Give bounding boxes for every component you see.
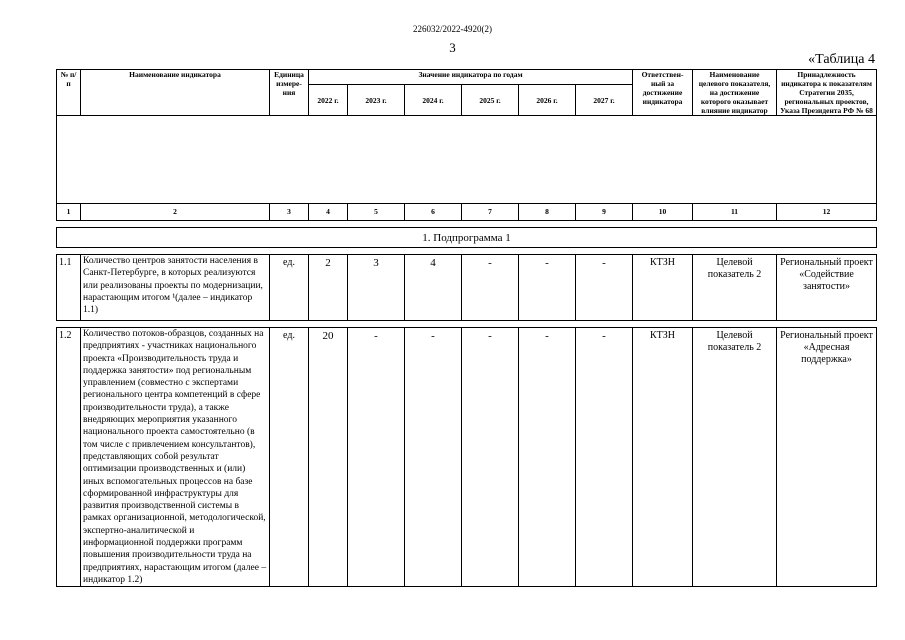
table-title: «Таблица 4 (808, 52, 875, 67)
table-row (57, 255, 877, 321)
column-number: 9 (576, 204, 633, 221)
belonging-cell: Региональный проект «Адресная поддержка» (777, 328, 877, 587)
value-2027: - (576, 328, 633, 587)
header-name: Наименование индикатора (81, 70, 270, 116)
row-number: 1.1 (57, 255, 81, 321)
header-num: № п/п (57, 70, 81, 116)
value-2022: 20 (309, 328, 348, 587)
value-2025: - (462, 255, 519, 321)
value-2026: - (519, 255, 576, 321)
value-2026: - (519, 328, 576, 587)
value-2023: - (348, 328, 405, 587)
value-2024: 4 (405, 255, 462, 321)
value-2023: 3 (348, 255, 405, 321)
column-number: 2 (81, 204, 270, 221)
unit-cell: ед. (270, 255, 309, 321)
column-number: 10 (633, 204, 693, 221)
column-number: 8 (519, 204, 576, 221)
column-number: 3 (270, 204, 309, 221)
table-row (57, 328, 877, 587)
column-number: 4 (309, 204, 348, 221)
indicator-name: Количество центров занятости населения в Санкт-Петербурге, в которых реализуются или реализованы проекты по модернизации, нарастающим итогом ¹(далее – индикатор 1.1) (81, 255, 270, 321)
target-cell: Целевой показатель 2 (693, 255, 777, 321)
responsible-cell: КТЗН (633, 255, 693, 321)
column-number: 6 (405, 204, 462, 221)
header-unit: Единица измере-ния (270, 70, 309, 116)
row-number: 1.2 (57, 328, 81, 587)
column-number: 12 (777, 204, 877, 221)
header-year-2025: 2025 г. (462, 85, 519, 116)
page-number: 3 (449, 40, 456, 55)
header-year-2027: 2027 г. (576, 85, 633, 116)
target-cell: Целевой показатель 2 (693, 328, 777, 587)
column-number: 5 (348, 204, 405, 221)
column-number: 11 (693, 204, 777, 221)
header-year-2023: 2023 г. (348, 85, 405, 116)
column-number: 7 (462, 204, 519, 221)
value-2025: - (462, 328, 519, 587)
header-belonging: Принадлежность индикатора к показателям Стратегии 2035, региональных проектов, Указа Президента РФ № 68 (777, 70, 877, 116)
header-responsible: Ответствен-ный за достижение индикатора (633, 70, 693, 116)
belonging-cell: Региональный проект «Содействие занятости» (777, 255, 877, 321)
responsible-cell: КТЗН (633, 328, 693, 587)
column-number: 1 (57, 204, 81, 221)
indicator-name: Количество потоков-образцов, созданных на предприятиях - участниках национального проекта «Производительность труда и поддержка занятости» под региональным управлением (совместно с экспертами регионального центра компетенций в сфере производительности труда), а также внедряющих мероприятия указанного национального проекта самостоятельно (в том числе с привлечением консультантов), представляющих собой результат оптимизации производственных и (или) иных вспомогательных процессов на базе сформированной инфраструктуры для развития производственной системы в рамках организационной, методологической, экспертно-аналитической и информационной поддержки программ повышения производительности труда на предприятиях, нарастающим итогом (далее – индикатор 1.2) (81, 328, 270, 587)
header-target: Наименование целевого показателя, на достижение которого оказывает влияние индикатор (693, 70, 777, 116)
indicators-table (56, 69, 877, 587)
value-2027: - (576, 255, 633, 321)
value-2022: 2 (309, 255, 348, 321)
value-2024: - (405, 328, 462, 587)
document-id: 226032/2022-4920(2) (413, 24, 492, 34)
header-year-2026: 2026 г. (519, 85, 576, 116)
header-year-2024: 2024 г. (405, 85, 462, 116)
unit-cell: ед. (270, 328, 309, 587)
subprogram-heading: 1. Подпрограмма 1 (57, 228, 877, 248)
header-years-group: Значение индикатора по годам (309, 70, 633, 85)
header-year-2022: 2022 г. (309, 85, 348, 116)
